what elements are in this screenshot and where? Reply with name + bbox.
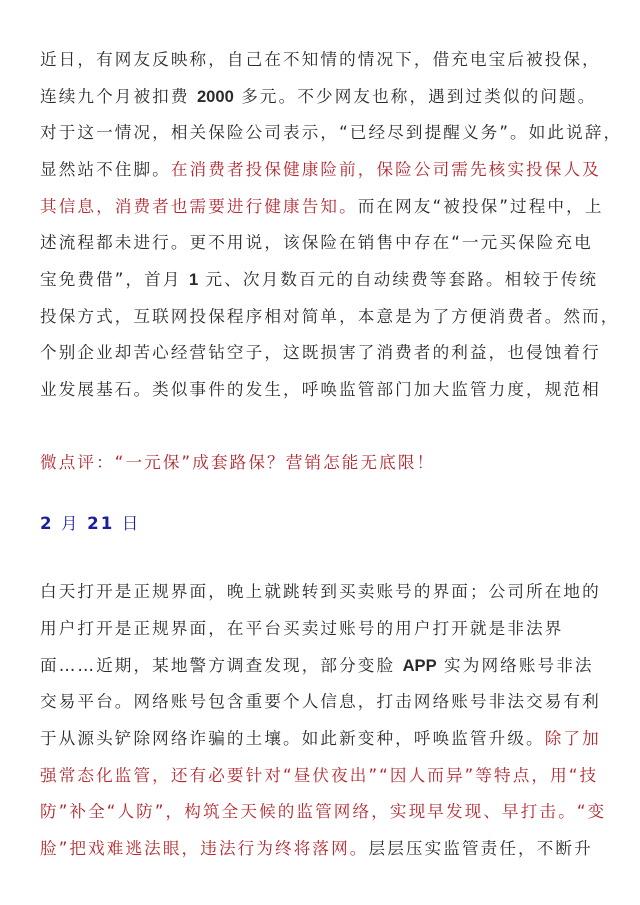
highlighted-text: 在消费者投保健康险前，保险公司需先核实投保人及: [170, 160, 601, 179]
text: 述流程都未进行。更不用说，该保险在销售中存在“一元买保险充电: [40, 233, 593, 252]
highlighted-text: 脸”把戏难逃法眼，违法行为终将落网。: [40, 839, 369, 858]
text: 实为网络账号非法: [436, 656, 594, 675]
text: 业发展基石。类似事件的发生，呼唤监管部门加大监管力度，规范相: [40, 380, 601, 399]
text-line: [40, 800, 610, 824]
text: 交易平台。网络账号包含重要个人信息，打击网络账号非法交易有利: [40, 692, 601, 711]
text-line: [40, 378, 610, 402]
text: 个别企业却苦心经营钻空子，这既损害了消费者的利益，也侵蚀着行: [40, 343, 601, 362]
text-line: [40, 268, 610, 292]
text-line: [40, 305, 620, 329]
text-line: [40, 85, 610, 109]
highlighted-text: 除了加: [544, 729, 601, 748]
month-number: 2: [40, 514, 54, 533]
text-line: [40, 341, 610, 365]
text: 于从源头铲除网络诈骗的土壤。如此新变种，呼唤监管升级。: [40, 729, 545, 748]
text: 面……近期，某地警方调查发现，部分变脸: [40, 656, 403, 675]
highlighted-text: 其信息，消费者也需要进行健康告知。: [40, 197, 358, 216]
text-line: [40, 727, 610, 751]
text-line: [40, 121, 623, 145]
day-number: 21: [87, 514, 115, 533]
text: 白天打开是正规界面，晚上就跳转到买卖账号的界面；公司所在地的: [40, 582, 601, 601]
app-term: APP: [402, 656, 437, 675]
amount-number: 2000: [196, 87, 234, 106]
highlighted-text: 强常态化监管，还有必要针对“昼伏夜出”“因人而异”等特点，用“技: [40, 766, 599, 785]
text: 用户打开是正规界面，在平台买卖过账号的用户打开就是非法界: [40, 619, 564, 638]
text-line: [40, 837, 610, 861]
text: 宝免费借”，首月: [40, 270, 189, 289]
text: 层层压实监管责任，不断升: [368, 839, 593, 858]
text: 多元。不少网友也称，遇到过类似的问题。: [233, 87, 597, 106]
highlighted-text: 防”补全“人防”，构筑全天候的监管网络，实现早发现、早打击。“变: [40, 802, 607, 821]
text: 而在网友“被投保”过程中，上: [357, 197, 604, 216]
text: 投保方式，互联网投保程序相对简单，本意是为了方便消费者。然而，: [40, 307, 620, 326]
day-label: 日: [114, 514, 141, 533]
price-number: 1: [188, 270, 199, 289]
date-heading: [40, 512, 610, 536]
text-line: [40, 764, 610, 788]
text-line: [40, 195, 610, 219]
text-line: [40, 231, 610, 255]
text: 元、次月数百元的自动续费等套路。相较于传统: [198, 270, 599, 289]
text: 近日，有网友反映称，自己在不知情的情况下，借充电宝后被投保，: [40, 50, 601, 69]
text-line: [40, 690, 610, 714]
text-line: [40, 48, 610, 72]
text-line: [40, 617, 610, 641]
text-line: [40, 580, 610, 604]
section-heading: 微点评：“一元保”成套路保？营销怎能无底限！: [40, 453, 436, 472]
text-line: [40, 158, 610, 182]
text-line: [40, 654, 610, 678]
month-label: 月: [53, 514, 88, 533]
text: 连续九个月被扣费: [40, 87, 197, 106]
text: 对于这一情况，相关保险公司表示，“已经尽到提醒义务”。如此说辞，: [40, 123, 623, 142]
text: 显然站不住脚。: [40, 160, 171, 179]
